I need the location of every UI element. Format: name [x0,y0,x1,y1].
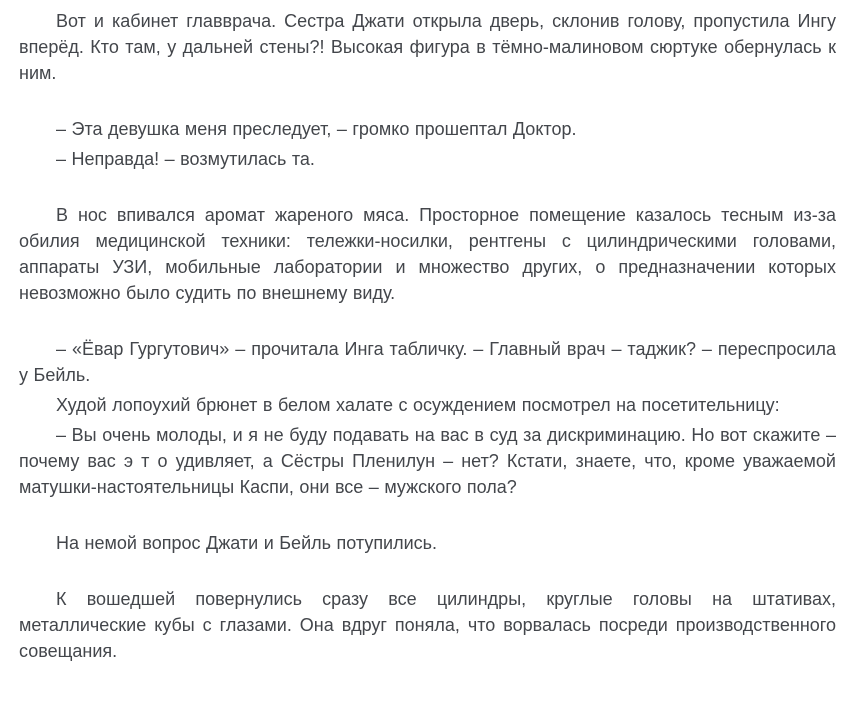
paragraph-group [19,8,836,86]
paragraph: В нос впивался аромат жареного мяса. Просторное помещение казалось тесным из-за обилия медицинской техники: тележки-носилки, рентгены с цилиндрическими головами, аппараты УЗИ, мобильные лаборатории и множество других, о предназначении которых невозможно было судить по внешнему виду. [19,205,836,303]
paragraph: Вот и кабинет главврача. Сестра Джати открыла дверь, склонив голову, пропустила Ингу вперёд. Кто там, у дальней стены?! Высокая фигура в тёмно-малиновом сюртуке обернулась к ним. [19,11,836,83]
paragraph: – «Ёвар Гургутович» – прочитала Инга табличку. – Главный врач – таджик? – переспросила у Бейль. [19,339,836,385]
paragraph: На немой вопрос Джати и Бейль потупились. [56,533,438,553]
book-text [19,8,836,664]
paragraph: Худой лопоухий брюнет в белом халате с осуждением посмотрел на посетительницу: [56,395,780,415]
paragraph: – Эта девушка меня преследует, – громко прошептал Доктор. [56,119,577,139]
paragraph-group [19,116,836,172]
paragraph-group [19,336,836,500]
paragraph-group [19,202,836,306]
paragraph-group [19,586,836,664]
paragraph-group [19,530,836,556]
paragraph: К вошедшей повернулись сразу все цилиндры, круглые головы на штативах, металлические кубы с глазами. Она вдруг поняла, что ворвалась посреди производственного совещания. [19,589,836,661]
paragraph: – Вы очень молоды, и я не буду подавать на вас в суд за дискриминацию. Но вот скажите – почему вас э т о удивляет, а Сёстры Пленилун – нет? Кстати, знаете, что, кроме уважаемой матушки-настоятельницы Каспи, они все – мужского пола? [19,425,836,497]
paragraph: – Неправда! – возмутилась та. [56,149,315,169]
